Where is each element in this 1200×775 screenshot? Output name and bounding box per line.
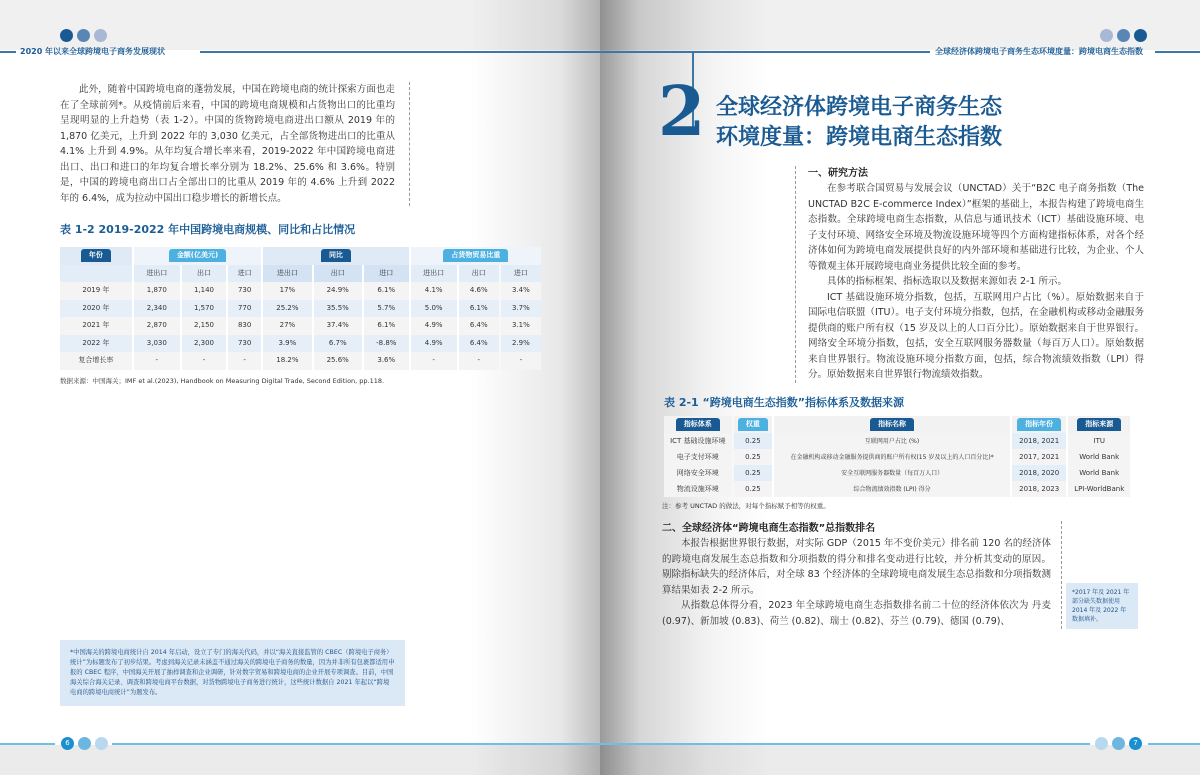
table-cell: - <box>243 356 246 365</box>
page-number: 7 <box>1129 737 1142 750</box>
table-cell: 1,870 <box>146 286 167 295</box>
right-content <box>662 166 1144 629</box>
table-cell: 730 <box>237 338 252 347</box>
table-cell: 0.25 <box>734 433 773 449</box>
column-group-header: 同比 <box>321 249 351 262</box>
table-cell: 3.1% <box>512 321 530 330</box>
decor-dot <box>1100 29 1113 42</box>
table-cell: - <box>477 356 481 365</box>
table-cell: 物流设施环境 <box>664 481 732 497</box>
table-cell: 6.4% <box>469 338 488 347</box>
table-cell: 4.9% <box>424 338 443 347</box>
table-cell: 24.9% <box>326 286 349 295</box>
table-cell: 25.6% <box>326 356 349 365</box>
table-cell: 4.9% <box>424 321 443 330</box>
decor-dot <box>1112 737 1125 750</box>
table-cell: 730 <box>237 286 252 295</box>
footnote-box: *中国海关的跨境电商统计自 2014 年启动，设立了专门的海关代码，并以“海关直接监管的 CBEC（跨境电子商务）统计”为标题发布了初步结果。考虑到海关记录未涵盖不通过海关的跨境电子商务的数量，因为并非所有包裹都适用申报的 CBEC 程序，中国海关开展了抽样调查和企业调研，针对数字贸易和跨境电商的企业开展专项调查。目前，中国海关综合海关记录、调查和跨境电商平台数据，对货物跨境电子商务进行统计，这些统计数据自 2021 年起以“跨境电商的跨境电商统计”为题发布。 <box>60 640 405 706</box>
column-group-header: 金额(亿美元) <box>169 249 226 262</box>
table-cell: 在金融机构或移动金融服务提供商的账户所有权(15 岁及以上的人口百分比)* <box>774 449 1010 465</box>
column-subheader: 进口 <box>513 268 528 277</box>
table-cell: 安全互联网服务器数量（每百万人口） <box>774 465 1010 481</box>
page-number: 6 <box>61 737 74 750</box>
side-note: *2017 年及 2021 年部分缺失数据使用 2014 年及 2022 年数据填补。 <box>1066 583 1138 629</box>
table-cell: 17% <box>279 286 296 295</box>
table-row <box>60 300 541 318</box>
table-cell: 5.0% <box>424 303 443 312</box>
decor-dot <box>94 29 107 42</box>
decor-dot <box>60 29 73 42</box>
table-cell: 3,030 <box>146 338 167 347</box>
table-cell: 2,340 <box>146 303 167 312</box>
table-cell: 2019 年 <box>82 286 110 295</box>
table-cell: 37.4% <box>326 321 349 330</box>
table-cell: 1,570 <box>193 303 214 312</box>
column-subheader: 进出口 <box>423 268 445 277</box>
table-note: 注：参考 UNCTAD 的做法，对每个指标赋予相等的权重。 <box>662 502 830 510</box>
table-cell: 互联网用户占比 (%) <box>774 433 1010 449</box>
table-cell: 2022 年 <box>82 338 110 347</box>
table-cell: 2,300 <box>193 338 214 347</box>
table-row <box>60 352 541 370</box>
column-subheader: 进口 <box>364 265 409 283</box>
table-cell: 3.6% <box>377 356 396 365</box>
table-cell: 0.25 <box>734 481 773 497</box>
column-subheader: 进出口 <box>263 265 311 283</box>
table-cell: 3.7% <box>512 303 530 312</box>
column-header: 指标来源 <box>1077 418 1121 431</box>
table-title: 表 2-1 “跨境电商生态指数”指标体系及数据来源 <box>664 395 904 409</box>
table-cell: 18.2% <box>276 356 299 365</box>
column-subheader: 出口 <box>471 268 486 277</box>
table-cell: 网络安全环境 <box>664 465 732 481</box>
table-row <box>60 282 541 300</box>
table-source: 数据来源：中国海关；IMF et al.(2023), Handbook on Measuring Digital Trade, Second Edition, pp.118. <box>60 376 385 385</box>
table-cell: 4.6% <box>469 286 488 295</box>
column-subheader: 出口 <box>196 268 211 277</box>
table-cell: 0.25 <box>734 465 773 481</box>
table-cell: - <box>155 356 159 365</box>
table-cell: ITU <box>1068 433 1130 449</box>
table-row <box>664 465 1130 481</box>
table-cell: 2.9% <box>512 338 530 347</box>
table-cell: 3.9% <box>278 338 297 347</box>
table-cell: 27% <box>279 321 296 330</box>
column-subheader: 出口 <box>314 265 362 283</box>
table-cell: 35.5% <box>326 303 349 312</box>
table-cell: - <box>432 356 435 365</box>
table-cell: 2018, 2020 <box>1012 465 1067 481</box>
table-row <box>60 317 541 335</box>
table-cell: ICT 基础设施环境 <box>664 433 732 449</box>
table-cell: 6.4% <box>469 321 488 330</box>
table-cell: - <box>202 356 206 365</box>
table-cell: 6.7% <box>328 338 347 347</box>
table-cell: 2018, 2023 <box>1012 481 1067 497</box>
table-cell: World Bank <box>1068 465 1130 481</box>
column-subheader: 进口 <box>237 268 252 277</box>
table-cell: 4.1% <box>424 286 443 295</box>
column-subheader: 进出口 <box>146 268 168 277</box>
method-text: 在参考联合国贸易与发展会议（UNCTAD）关于“B2C 电子商务指数（The UNCTAD B2C E-commerce Index）”框架的基础上，本报告构建了跨境电商生态指数。全球跨境电商生态指数，从信息与通讯技术（ICT）基础设施环境、电子支付环境、网络安全环境及物流设施环境等四个方面构建指标体系，对各个经济体如何为跨境电商发展提供良好的内外部环境和基础进行比较，为企业、个人等微观主体开展跨境电商业务提供比较全面的参考。 具体的指标框架、指标选取以及数据来源如表 2-1 所示。 ICT 基础设施环境分指数，包括，互联网用户占比（%）。原始数据来自于国际电信联盟（ITU）。电子支付环境分指数，包括，在金融机构或移动金融服务提供商的账户所有权（15 岁及以上的人口百分比）。原始数据来自于世界银行。网络安全环境分指数，包括，安全互联网服务器数量（每百万人口）。原始数据来自世界银行。物流设施环境分指数方面，包括，综合物流绩效指数（LPI）得分。原始数据来自世界银行物流绩效指数。 <box>808 183 1144 380</box>
chapter-title: 全球经济体跨境电子商务生态 环境度量：跨境电商生态指数 <box>716 95 1003 150</box>
table-row <box>664 449 1130 465</box>
right-page <box>600 0 1200 775</box>
section-heading: 一、研究方法 <box>808 168 868 179</box>
column-header: 指标名称 <box>870 418 914 431</box>
table-cell: World Bank <box>1068 449 1130 465</box>
table-cell: 2017, 2021 <box>1012 449 1067 465</box>
table-cell: 综合物流绩效指数 (LPI) 得分 <box>774 481 1010 497</box>
running-head: 全球经济体跨境电子商务生态环境度量：跨境电商生态指数 <box>935 47 1143 56</box>
decor-dot <box>1095 737 1108 750</box>
table-cell: LPI-WorldBank <box>1068 481 1130 497</box>
decor-dot <box>77 29 90 42</box>
decor-dot <box>1134 29 1147 42</box>
table-row <box>664 433 1130 449</box>
body-paragraph: 此外，随着中国跨境电商的蓬勃发展，中国在跨境电商的统计探索方面也走在了全球前列*。从疫情前后来看，中国的跨境电商规模和占货物出口的比重均呈现明显的上升趋势（表 1-2）。中国的货物跨境电商进出口额从 2019 年的 1,870 亿美元，上升到 2022 年的 3,030 亿美元，占全部货物进出口的比重从 4.1% 上升到 4.9%。从年均复合增长率来看，2019-2022 年中国跨境电商进出口、出口和进口的年均复合增长率分别为 18.2%、25.6% 和 3.6%。特别是，中国的跨境电商出口占全部出口的比重从 2019 年的 4.6% 上升到 2022 年的 6.4%，成为拉动中国出口稳步增长的新增长点。 <box>60 84 395 204</box>
table-cell: 6.1% <box>377 321 396 330</box>
decor-dot <box>1117 29 1130 42</box>
table-cell: 2020 年 <box>82 303 110 312</box>
table-cell: 3.4% <box>512 286 530 295</box>
table-cell: 2018, 2021 <box>1012 433 1067 449</box>
table-cell: 电子支付环境 <box>664 449 732 465</box>
table-cell: 2021 年 <box>82 321 110 330</box>
decor-dot <box>78 737 91 750</box>
table-cell: 5.7% <box>377 303 396 312</box>
table-row <box>664 481 1130 497</box>
table-cell: - <box>519 356 523 365</box>
table-cell: 830 <box>237 321 252 330</box>
column-group-header: 年份 <box>81 249 111 262</box>
table-cell: 6.1% <box>377 286 396 295</box>
left-content <box>58 82 548 386</box>
table-cell: 25.2% <box>276 303 299 312</box>
index-table <box>662 416 1132 498</box>
column-header: 权重 <box>738 418 768 431</box>
table-cell: 1,140 <box>193 286 214 295</box>
column-header: 指标体系 <box>676 418 720 431</box>
running-head: 2020 年以来全球跨境电子商务发展现状 <box>20 47 166 56</box>
table-title: 表 1-2 2019-2022 年中国跨境电商规模、同比和占比情况 <box>60 223 356 236</box>
trade-table <box>58 247 543 370</box>
table-cell: -8.8% <box>376 338 397 347</box>
table-cell: 复合增长率 <box>78 356 114 365</box>
ranking-text: 本报告根据世界银行数据，对实际 GDP（2015 年不变价美元）排名前 120 名的经济体的跨境电商发展生态总指数和分项指数的得分和排名变动进行比较，并分析其变动的原因。剔除指标缺失的经济体后，对全球 83 个经济体的全球跨境电商发展生态总指数和分项指数测算结果如表 2-2 所示。 从指数总体得分看，2023 年全球跨境电商生态指数排名前二十位的经济体依次为 丹麦 (0.97)、新加坡 (0.83)、荷兰 (0.82)、瑞士 (0.82)、芬兰 (0.79)、德国 (0.79)、 <box>662 538 1051 627</box>
table-cell: 2,150 <box>193 321 214 330</box>
table-row <box>60 335 541 353</box>
column-group-header: 占货物贸易比重 <box>443 249 508 262</box>
table-cell: 770 <box>237 303 252 312</box>
table-cell: 2,870 <box>146 321 167 330</box>
table-cell: 0.25 <box>734 449 773 465</box>
section-heading: 二、全球经济体“跨境电商生态指数”总指数排名 <box>662 523 876 534</box>
decor-dot <box>95 737 108 750</box>
column-header: 指标年份 <box>1017 418 1061 431</box>
table-cell: 6.1% <box>469 303 488 312</box>
chapter-number: 2 <box>658 72 706 152</box>
